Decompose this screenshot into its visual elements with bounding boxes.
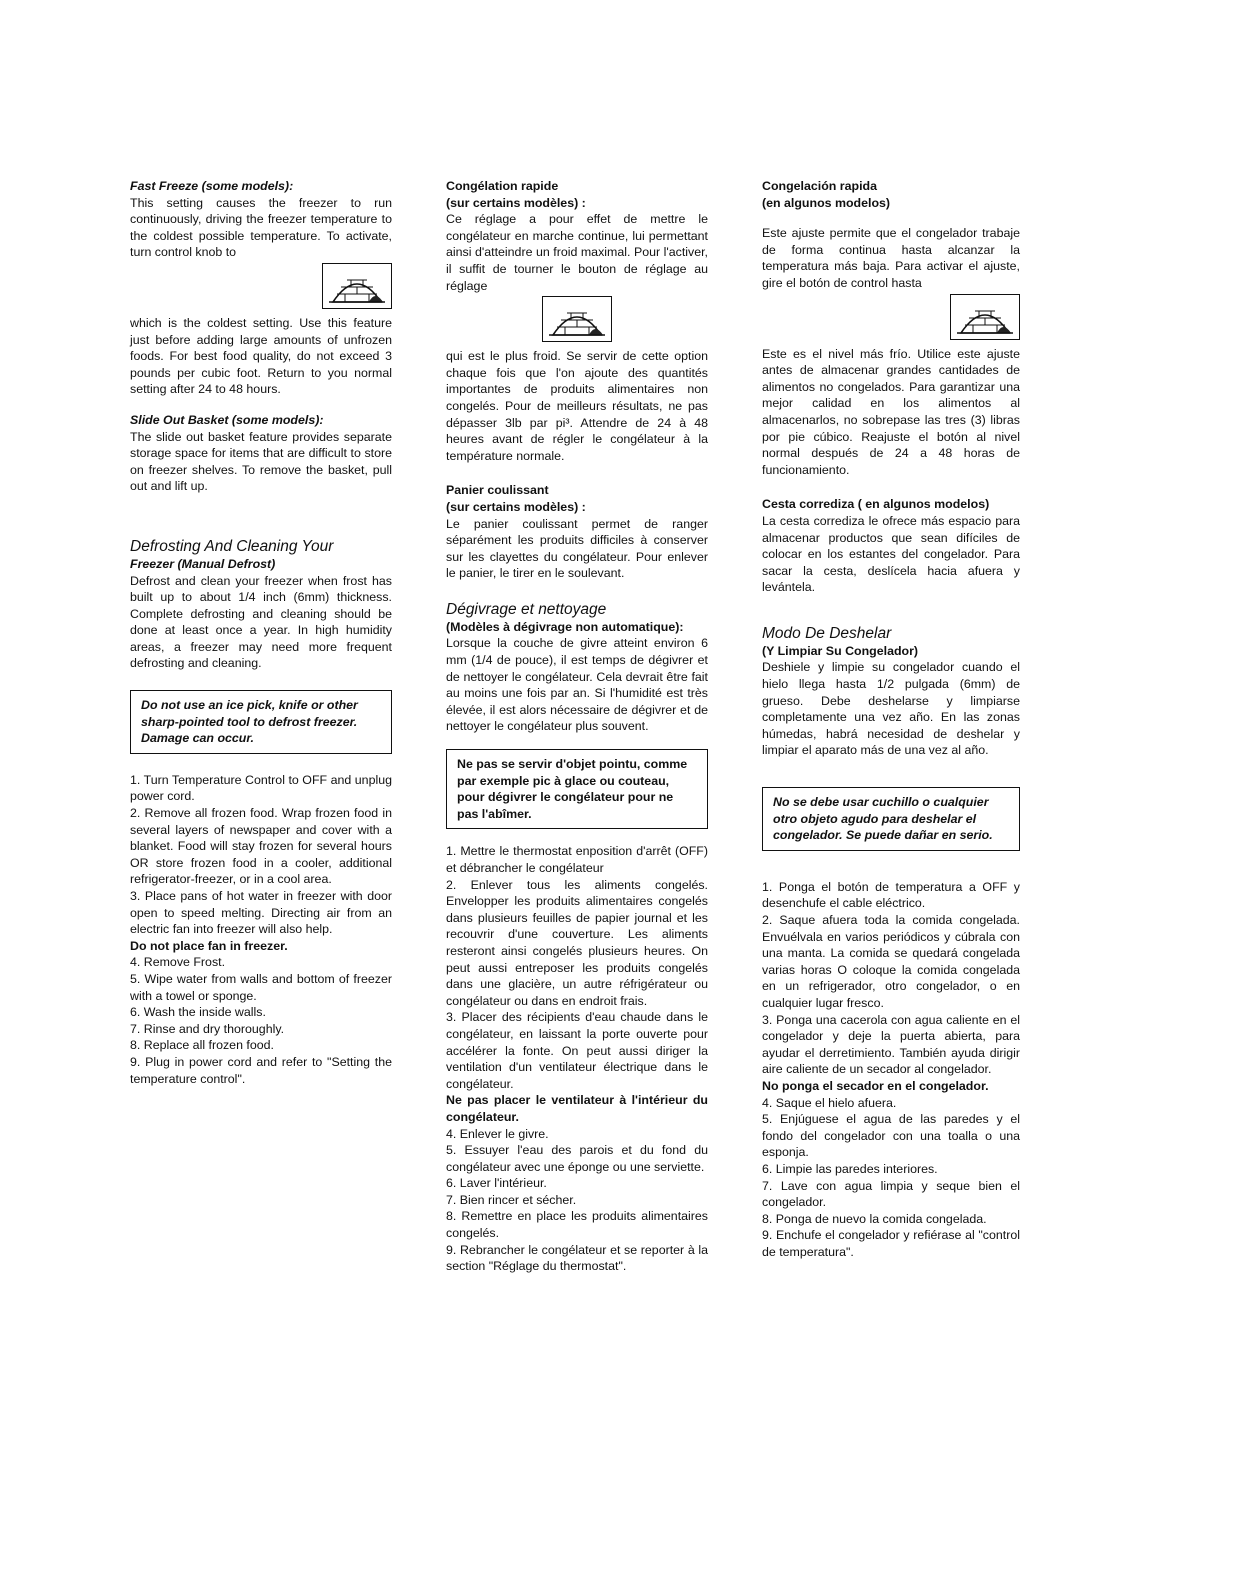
list-item: 9. Rebrancher le congélateur et se reporter à la section "Réglage du thermostat".: [446, 1242, 708, 1274]
es-fast-freeze-text-2: Este es el nivel más frío. Utilice este ajuste antes de almacenar grandes cantidades de alimentos no congelados. Para garantizar una mejor calidad en los alimentos al almacenarlos, no sobrepase las tres (3) libras por pie cúbico. Reajuste el botón al nivel normal después de 24 a 48 horas de funcionamiento.: [762, 346, 1020, 477]
list-item: 6. Limpie las paredes interiores.: [762, 1161, 938, 1176]
en-steps-list: [130, 772, 392, 1087]
list-item: No ponga el secador en el congelador.: [762, 1078, 989, 1093]
list-item: 9. Enchufe el congelador y refiérase al "control de temperatura".: [762, 1228, 1020, 1259]
es-steps-list: [762, 879, 1020, 1261]
list-item: 5. Enjúguese el agua de las paredes y el fondo del congelador con una toalla o una esponja.: [762, 1112, 1020, 1160]
en-defrost-text: Defrost and clean your freezer when frost has built up to about 1/4 inch (6mm) thickness. Complete defrosting and cleaning should be done at least once a year. In high humidity areas, a freezer may need more frequent defrosting and cleaning.: [130, 573, 392, 671]
igloo-icon: [950, 294, 1020, 340]
es-fast-freeze-heading-2: (en algunos modelos): [762, 195, 891, 210]
fr-steps-list: [446, 843, 708, 1274]
es-defrost-subtitle: (Y Limpiar Su Congelador): [762, 643, 919, 658]
es-defrost-title: Modo De Deshelar: [762, 624, 892, 642]
igloo-icon: [322, 263, 392, 309]
en-warning-text: Do not use an ice pick, knife or other sharp-pointed tool to defrost freezer. Damage can occur.: [141, 698, 358, 746]
fr-warning-text: Ne pas se servir d'objet pointu, comme par exemple pic à glace ou couteau, pour dégivrer le congélateur pour ne pas l'abîmer.: [457, 757, 688, 821]
fr-warning-box: [446, 749, 708, 829]
en-fast-freeze-text-2: which is the coldest setting. Use this feature just before adding large amounts of unfrozen foods. For best food quality, do not exceed 3 pounds per cubic foot. Return to you normal setting after 24 to 48 hours.: [130, 315, 392, 397]
list-item: 4. Enlever le givre.: [446, 1126, 549, 1141]
list-item: 1. Turn Temperature Control to OFF and unplug power cord.: [130, 772, 392, 804]
list-item: 3. Place pans of hot water in freezer with door open to speed melting. Directing air from an electric fan into freezer will also help.: [130, 889, 392, 937]
list-item: 2. Remove all frozen food. Wrap frozen food in several layers of newspaper and cover with a blanket. Food will stay frozen for several hours OR store frozen food in a cooler, additional refrigerator-freezer, or in a cool area.: [130, 806, 392, 887]
list-item: 5. Essuyer l'eau des parois et du fond du congélateur avec une éponge ou une serviette.: [446, 1143, 708, 1174]
es-warning-text: No se debe usar cuchillo o cualquier otro objeto agudo para deshelar el congelador. Se puede dañar en serio.: [773, 795, 993, 843]
fr-basket-heading-2: (sur certains modèles) :: [446, 499, 586, 514]
es-basket-heading: Cesta corrediza ( en algunos modelos): [762, 497, 990, 512]
list-item: 7. Bien rincer et sécher.: [446, 1192, 577, 1207]
list-item: 5. Wipe water from walls and bottom of freezer with a towel or sponge.: [130, 971, 392, 1003]
en-defrost-subtitle: Freezer (Manual Defrost): [130, 556, 276, 571]
fr-fast-freeze-heading: Congélation rapide: [446, 179, 559, 193]
list-item: Do not place fan in freezer.: [130, 938, 288, 953]
list-item: 3. Ponga una cacerola con agua caliente en el congelador y deje la puerta abierta, para ayudar el derretimiento. También ayuda dirigir aire caliente de un secador al congelador.: [762, 1012, 1020, 1077]
es-defrost-text: Deshiele y limpie su congelador cuando el hielo llega hasta 1/2 pulgada (6mm) de grueso. Debe deshelarse y limpiarse completamente una vez año. En las zonas húmedas, habrá necesidad de deshelar y limpiar el aparato más de una vez al año.: [762, 660, 1020, 758]
en-defrost-title: Defrosting And Cleaning Your: [130, 537, 334, 555]
es-warning-box: [762, 787, 1020, 851]
list-item: 4. Saque el hielo afuera.: [762, 1095, 897, 1110]
list-item: 8. Ponga de nuevo la comida congelada.: [762, 1211, 987, 1226]
french-column: [446, 178, 708, 1275]
list-item: 8. Replace all frozen food.: [130, 1038, 274, 1053]
fr-fast-freeze-text-1: Ce réglage a pour effet de mettre le congélateur en marche continue, lui permettant ainsi d'atteindre un froid maximal. Pour l'activer, il suffit de tourner le bouton de réglage au réglage: [446, 212, 708, 293]
spanish-column: [762, 178, 1020, 1260]
fr-fast-freeze-heading-2: (sur certains modèles) :: [446, 195, 586, 210]
list-item: 7. Rinse and dry thoroughly.: [130, 1021, 285, 1036]
en-fast-freeze-heading: Fast Freeze (some models):: [130, 179, 294, 193]
list-item: 8. Remettre en place les produits alimentaires congelés.: [446, 1209, 708, 1241]
list-item: 4. Remove Frost.: [130, 955, 226, 970]
list-item: 3. Placer des récipients d'eau chaude dans le congélateur, en laissant la porte ouverte pour accélérer la fonte. On peut aussi diriger la ventilation d'un ventilateur électrique dans le congélateur.: [446, 1010, 708, 1091]
list-item: 1. Ponga el botón de temperatura a OFF y desenchufe el cable eléctrico.: [762, 879, 1020, 911]
es-basket-text: La cesta corrediza le ofrece más espacio para almacenar productos que sean difíciles de colocar en los estantes del congelador. Para sacar la cesta, deslícela hacia afuera y levántela.: [762, 513, 1020, 595]
en-warning-box: [130, 690, 392, 754]
list-item: 7. Lave con agua limpia y seque bien el congelador.: [762, 1178, 1020, 1210]
igloo-icon: [542, 296, 612, 342]
list-item: Ne pas placer le ventilateur à l'intérieur du congélateur.: [446, 1093, 708, 1124]
list-item: 9. Plug in power cord and refer to "Setting the temperature control".: [130, 1054, 392, 1086]
list-item: 6. Laver l'intérieur.: [446, 1176, 547, 1191]
fr-fast-freeze-text-2: qui est le plus froid. Se servir de cette option chaque fois que l'on ajoute des quantités importantes de produits alimentaires non congelés. Pour de meilleurs résultats, ne pas dépasser 3lb par pi³. Attendre de 24 à 48 heures avant de régler le congélateur à la température normale.: [446, 349, 708, 463]
es-fast-freeze-heading: Congelación rapida: [762, 179, 877, 193]
list-item: 1. Mettre le thermostat enposition d'arrêt (OFF) et débrancher le congélateur: [446, 844, 708, 875]
fr-basket-heading: Panier coulissant: [446, 483, 549, 498]
en-basket-heading: Slide Out Basket (some models):: [130, 412, 324, 427]
en-fast-freeze-text-1: This setting causes the freezer to run continuously, driving the freezer temperature to the coldest possible temperature. To activate, turn control knob to: [130, 195, 392, 260]
english-column: [130, 178, 392, 1087]
fr-defrost-text: Lorsque la couche de givre atteint environ 6 mm (1/4 de pouce), il est temps de dégivrer et de nettoyer le congélateur. Cela devrait être fait au moins une fois par an. Si l'humidité est très élevée, il est alors nécessaire de dégivrer et de nettoyer le congélateur plus souvent.: [446, 636, 708, 734]
fr-basket-text: Le panier coulissant permet de ranger séparément les produits difficiles à conserver sur les clayettes du congélateur. Pour enlever le panier, le tirer en le soulevant.: [446, 516, 708, 581]
es-fast-freeze-text-1: Este ajuste permite que el congelador trabaje de forma continua hasta alcanzar la temperatura más baja. Para activar el ajuste, gire el botón de control hasta: [762, 226, 1020, 290]
list-item: 6. Wash the inside walls.: [130, 1005, 266, 1020]
en-basket-text: The slide out basket feature provides separate storage space for items that are difficult to store on freezer shelves. To remove the basket, pull out and lift up.: [130, 429, 392, 494]
fr-defrost-subtitle: (Modèles à dégivrage non automatique):: [446, 619, 684, 634]
list-item: 2. Saque afuera toda la comida congelada. Envuélvala en varios periódicos y cúbrala con una manta. La comida se quedará congelada varias horas O coloque la comida congelada en un refrigerador, otro congelador, o en cualquier lugar fresco.: [762, 913, 1020, 1010]
list-item: 2. Enlever tous les aliments congelés. Envelopper les produits alimentaires congelés dans plusieurs feuilles de papier journal et les recouvrir d'une couverture. Les aliments resteront ainsi congelés plusieurs heures. On peut aussi entreposer les produits congelés dans une glacière, un autre réfrigérateur ou congélateur ou dans en endroit frais.: [446, 877, 708, 1008]
fr-defrost-title: Dégivrage et nettoyage: [446, 600, 607, 618]
